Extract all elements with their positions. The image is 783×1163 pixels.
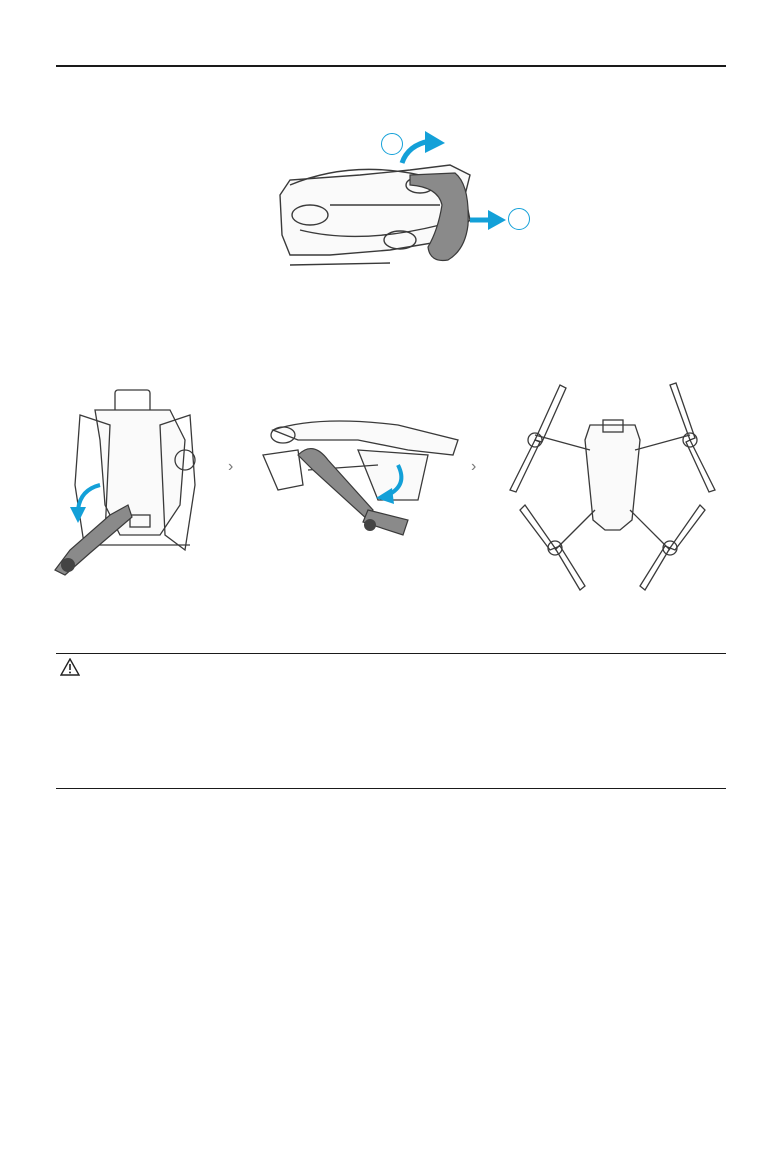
sequence-chevron-2: › [471,458,477,475]
unfolded-drone-illustration [500,380,725,595]
notice-top-divider [56,653,726,654]
remove-propeller-holder-illustration [270,125,545,270]
unfold-rear-arm-illustration [50,385,220,580]
rotate-rear-arm-illustration [258,410,463,545]
notice-bottom-divider [56,788,726,789]
step-marker-2 [508,208,530,230]
step-marker-1 [381,133,403,155]
warning-triangle-icon [60,658,80,676]
top-divider [56,65,726,67]
arrow-down-icon [78,485,100,510]
sequence-chevron-1: › [228,458,234,475]
